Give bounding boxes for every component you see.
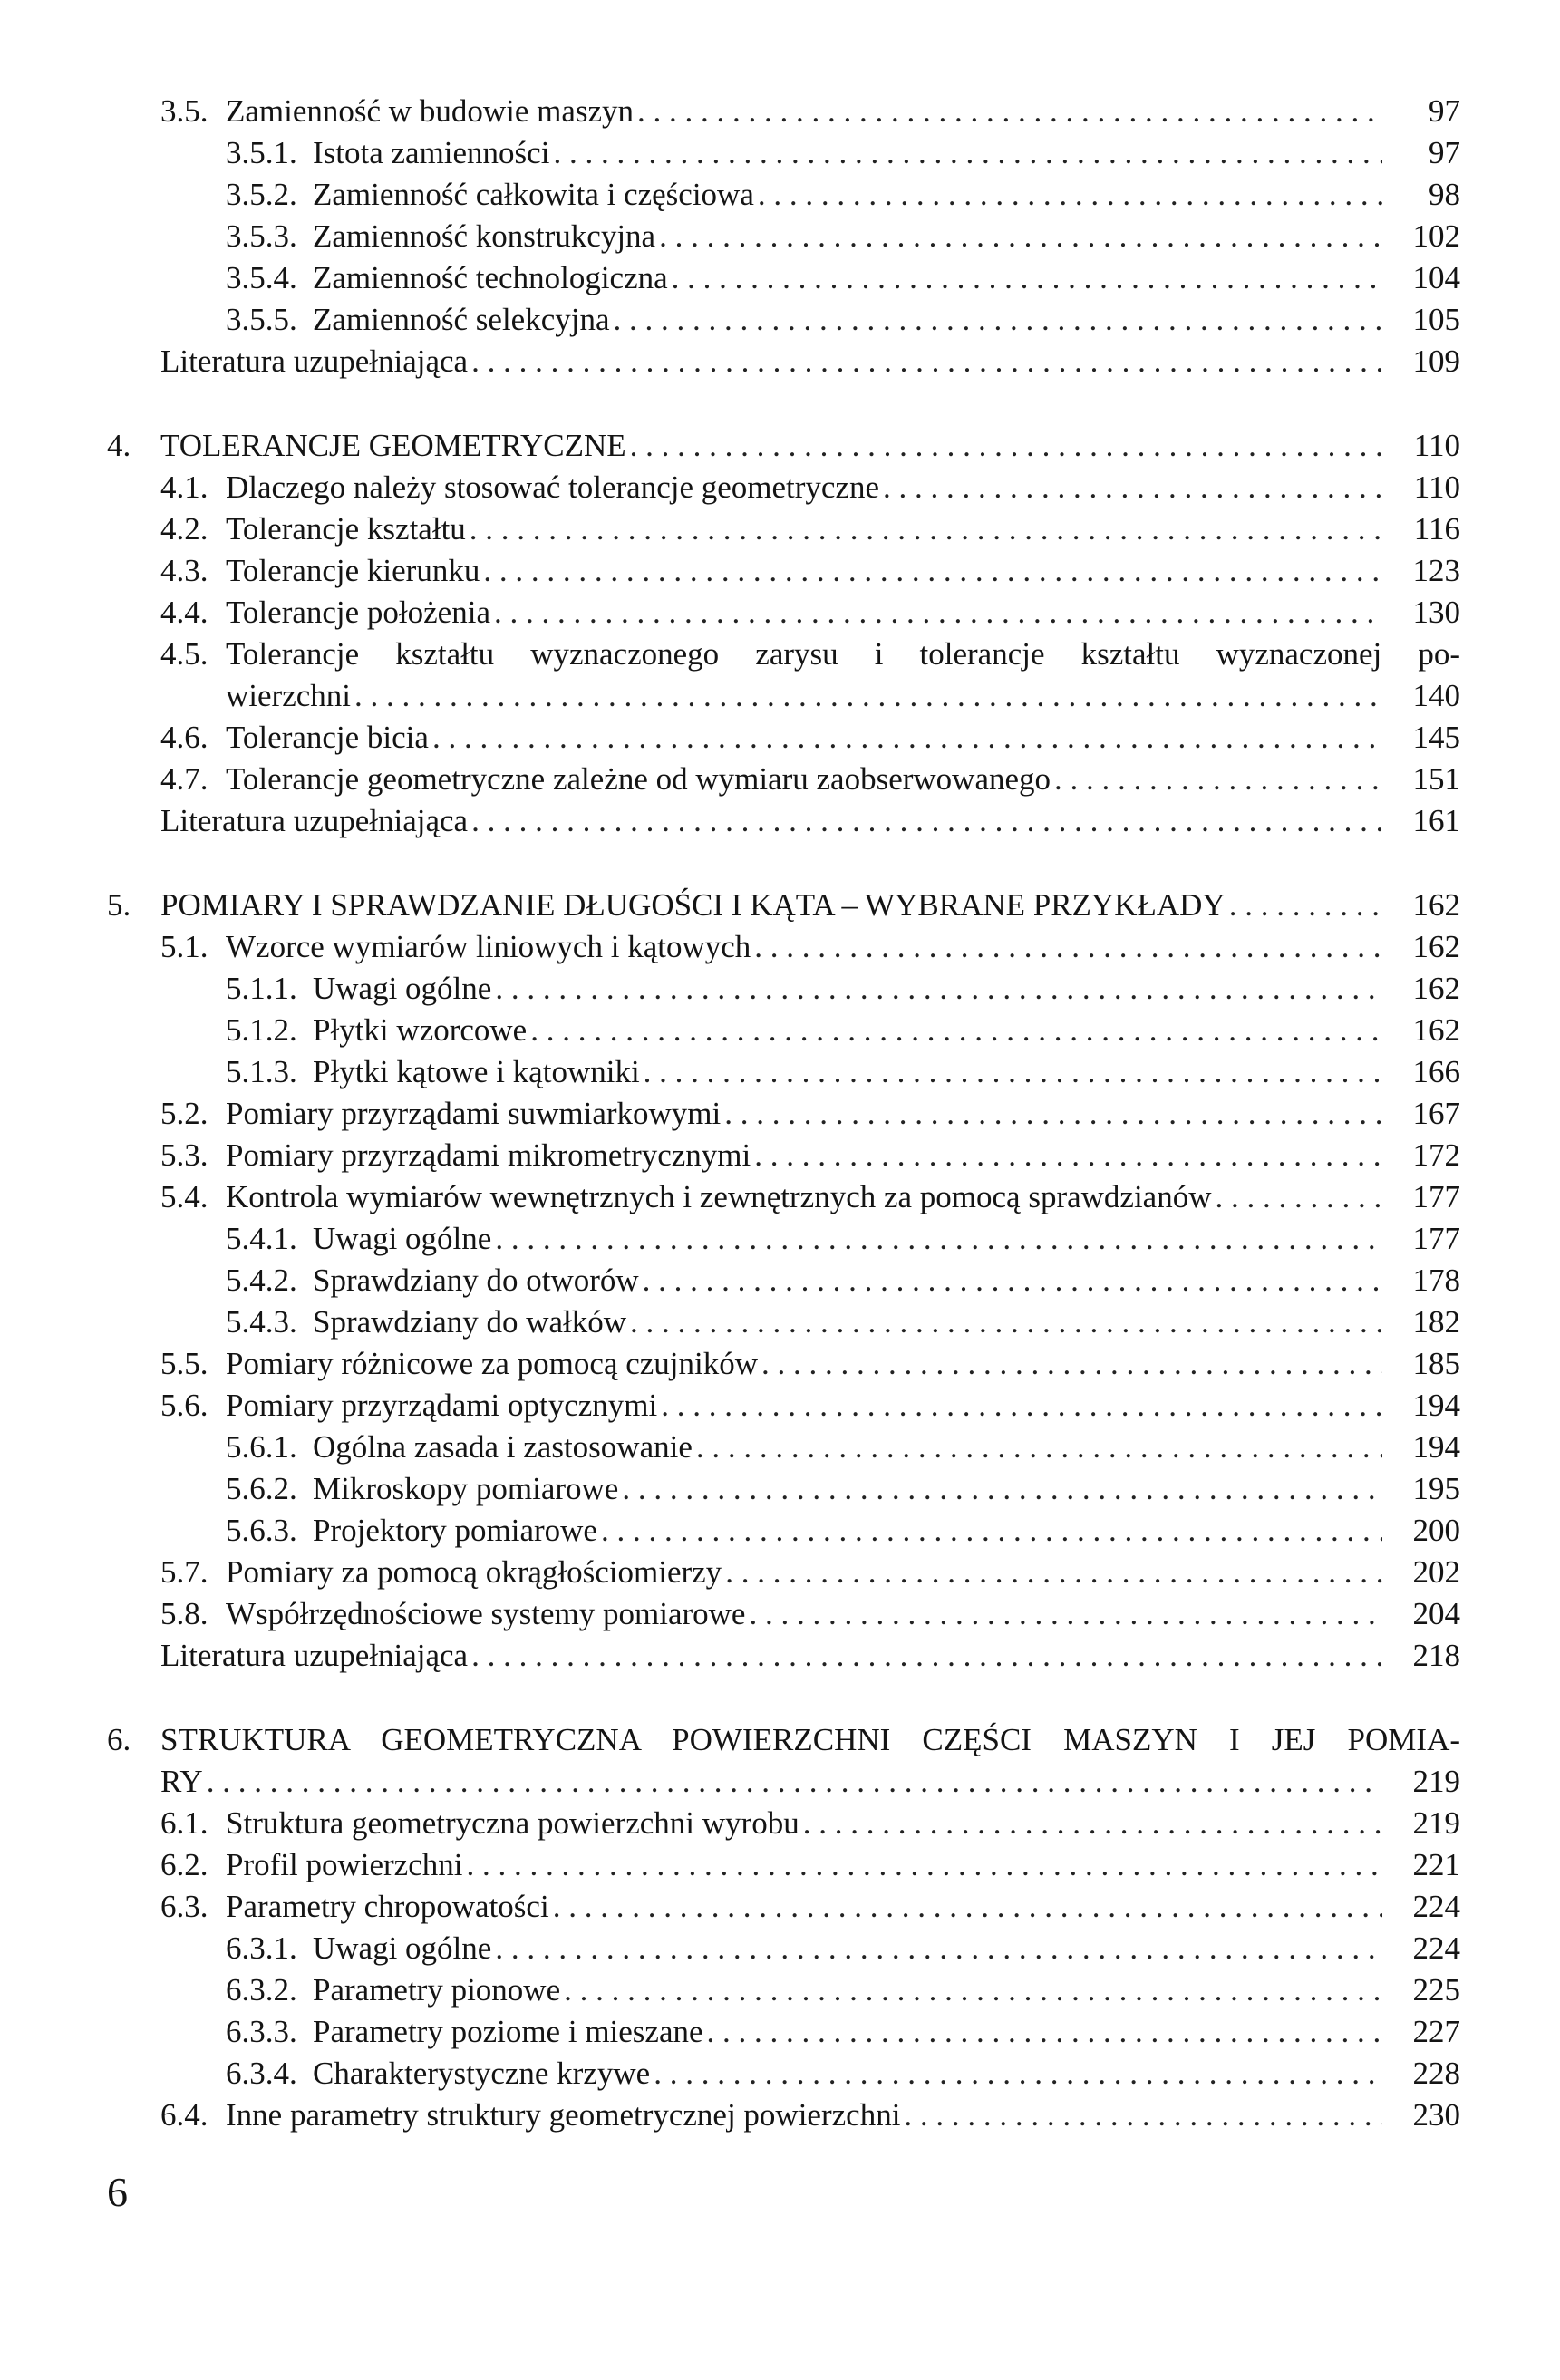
toc-entry-page: 182 bbox=[1412, 1304, 1460, 1340]
toc-entry-number: 5.6.2. bbox=[226, 1471, 297, 1506]
toc-entry-page: 228 bbox=[1412, 2056, 1460, 2091]
dot-leader bbox=[904, 2095, 1382, 2136]
toc-entry-title-wrap bbox=[313, 1510, 1386, 1552]
toc-entry-title: Współrzędnościowe systemy pomiarowe bbox=[226, 1596, 746, 1631]
dot-leader bbox=[659, 216, 1382, 257]
toc-entry-title-wrap bbox=[226, 1803, 1386, 1844]
toc-entry-title: Literatura uzupełniająca bbox=[160, 343, 469, 379]
toc-entry-page: 167 bbox=[1412, 1096, 1460, 1131]
toc-entry-title-wrap bbox=[226, 550, 1386, 592]
toc-entry[interactable] bbox=[0, 1844, 1560, 1886]
toc-entry[interactable] bbox=[0, 341, 1560, 382]
toc-entry[interactable] bbox=[0, 1260, 1560, 1301]
toc-entry[interactable] bbox=[0, 257, 1560, 299]
toc-entry-number: 6.3.3. bbox=[226, 2014, 297, 2049]
toc-entry-page: 98 bbox=[1429, 177, 1460, 212]
toc-entry-number: 5.4.2. bbox=[226, 1263, 297, 1298]
toc-entry-title: Zamienność technologiczna bbox=[313, 260, 668, 295]
toc-entry-title: Projektory pomiarowe bbox=[313, 1513, 597, 1548]
toc-entry-title: Charakterystyczne krzywe bbox=[313, 2056, 651, 2091]
toc-entry[interactable] bbox=[0, 1218, 1560, 1260]
dot-leader bbox=[471, 1635, 1382, 1677]
toc-entry-title-wrap bbox=[313, 1260, 1386, 1301]
toc-entry-title: Struktura geometryczna powierzchni wyrobu bbox=[226, 1805, 799, 1841]
dot-leader bbox=[495, 1928, 1382, 1969]
toc-entry-title: Tolerancje kierunku bbox=[226, 553, 480, 588]
toc-entry[interactable] bbox=[0, 1928, 1560, 1969]
toc-entry-title: Parametry pionowe bbox=[313, 1972, 561, 2008]
dot-leader bbox=[495, 968, 1382, 1010]
toc-entry-page: 97 bbox=[1429, 135, 1460, 170]
toc-entry-title-wrap bbox=[226, 1093, 1386, 1135]
toc-entry-number: 5.3. bbox=[160, 1137, 208, 1173]
toc-entry-number: 5.1.2. bbox=[226, 1012, 297, 1048]
toc-entry-number: 5.4.3. bbox=[226, 1304, 297, 1340]
toc-entry-number: 4.4. bbox=[160, 595, 208, 630]
toc-entry-title: Tolerancje bicia bbox=[226, 720, 429, 755]
toc-entry-number: 5.1.3. bbox=[226, 1054, 297, 1089]
toc-entry-title-wrap bbox=[160, 800, 1386, 842]
toc-entry-page: 227 bbox=[1412, 2014, 1460, 2049]
toc-entry-title: POMIARY I SPRAWDZANIE DŁUGOŚCI I KĄTA – WYBRANE PRZYKŁADY bbox=[160, 887, 1226, 923]
toc-entry-title: Tolerancje geometryczne zależne od wymiaru zaobserwowanego bbox=[226, 761, 1051, 797]
toc-entry-title: wierzchni bbox=[226, 678, 351, 713]
dot-leader bbox=[354, 675, 1382, 717]
toc-entry[interactable] bbox=[0, 299, 1560, 341]
dot-leader bbox=[564, 1969, 1382, 2011]
toc-entry-title: Zamienność w budowie maszyn bbox=[226, 93, 635, 129]
toc-entry-title-wrap bbox=[226, 634, 1460, 675]
toc-entry-title-wrap bbox=[313, 257, 1386, 299]
toc-entry-number: 5.1.1. bbox=[226, 971, 297, 1006]
toc-entry-page: 172 bbox=[1412, 1137, 1460, 1173]
dot-leader bbox=[754, 926, 1382, 968]
toc-entry-number: 3.5. bbox=[160, 93, 208, 129]
toc-entry-page: 102 bbox=[1412, 218, 1460, 254]
dot-leader bbox=[553, 132, 1382, 174]
toc-entry[interactable] bbox=[0, 634, 1560, 675]
toc-entry[interactable] bbox=[0, 885, 1560, 926]
toc-entry-number: 6. bbox=[107, 1722, 131, 1757]
toc-entry-number: 3.5.2. bbox=[226, 177, 297, 212]
toc-entry-title-wrap bbox=[160, 1761, 1386, 1803]
toc-entry-number: 3.5.5. bbox=[226, 302, 297, 337]
toc-entry[interactable] bbox=[0, 717, 1560, 759]
toc-entry-title-wrap bbox=[313, 174, 1386, 216]
dot-leader bbox=[724, 1093, 1382, 1135]
dot-leader bbox=[553, 1886, 1382, 1928]
toc-entry[interactable] bbox=[0, 425, 1560, 467]
dot-leader bbox=[530, 1010, 1382, 1051]
toc-entry-page: 110 bbox=[1413, 469, 1460, 505]
toc-entry-number: 4.6. bbox=[160, 720, 208, 755]
toc-entry-page: 195 bbox=[1412, 1471, 1460, 1506]
toc-entry-title-wrap bbox=[313, 1301, 1386, 1343]
toc-entry-title-wrap bbox=[226, 759, 1386, 800]
toc-entry[interactable] bbox=[0, 1886, 1560, 1928]
page-number: 6 bbox=[107, 2169, 128, 2215]
toc-entry-title-wrap bbox=[160, 1635, 1386, 1677]
toc-entry-page: 204 bbox=[1412, 1596, 1460, 1631]
dot-leader bbox=[466, 1844, 1382, 1886]
toc-entry-title: Zamienność całkowita i częściowa bbox=[313, 177, 754, 212]
toc-entry-number: 3.5.4. bbox=[226, 260, 297, 295]
toc-entry-title: Mikroskopy pomiarowe bbox=[313, 1471, 619, 1506]
toc-entry-title: Sprawdziany do otworów bbox=[313, 1263, 639, 1298]
toc-entry-title: Płytki kątowe i kątowniki bbox=[313, 1054, 640, 1089]
toc-entry-page: 140 bbox=[1412, 678, 1460, 713]
dot-leader bbox=[432, 717, 1382, 759]
section-gap bbox=[0, 1677, 1560, 1719]
dot-leader bbox=[643, 1260, 1382, 1301]
toc-entry-page: 166 bbox=[1412, 1054, 1460, 1089]
dot-leader bbox=[614, 299, 1382, 341]
toc-entry[interactable] bbox=[0, 1343, 1560, 1385]
toc-entry[interactable] bbox=[0, 1510, 1560, 1552]
toc-entry[interactable] bbox=[0, 1803, 1560, 1844]
dot-leader bbox=[883, 467, 1382, 508]
toc-entry-title-wrap bbox=[313, 2053, 1386, 2095]
toc-entry-title-wrap bbox=[313, 1928, 1386, 1969]
toc-entry-number: 5.6.1. bbox=[226, 1429, 297, 1465]
toc-entry-title-wrap bbox=[313, 299, 1386, 341]
toc-entry[interactable] bbox=[0, 1135, 1560, 1176]
toc-entry-number: 6.4. bbox=[160, 2097, 208, 2133]
toc-entry[interactable] bbox=[0, 675, 1560, 717]
toc-entry-title-wrap bbox=[226, 592, 1386, 634]
toc-entry-title-wrap bbox=[226, 1844, 1386, 1886]
toc-entry[interactable] bbox=[0, 926, 1560, 968]
toc-entry-title-wrap bbox=[226, 1552, 1386, 1593]
toc-entry-title-wrap bbox=[226, 467, 1386, 508]
toc-entry[interactable] bbox=[0, 1051, 1560, 1093]
toc-entry-page: 145 bbox=[1412, 720, 1460, 755]
toc-entry-title: Inne parametry struktury geometrycznej powierzchni bbox=[226, 2097, 901, 2133]
toc-entry-page: 151 bbox=[1412, 761, 1460, 797]
toc-entry-number: 6.3.2. bbox=[226, 1972, 297, 2008]
toc-entry-title-wrap bbox=[313, 2011, 1386, 2053]
toc-entry[interactable] bbox=[0, 968, 1560, 1010]
toc-entry-title-wrap bbox=[313, 1969, 1386, 2011]
toc-entry-page: 162 bbox=[1412, 887, 1460, 923]
toc-entry-title-wrap bbox=[313, 1010, 1386, 1051]
toc-entry-title: Ogólna zasada i zastosowanie bbox=[313, 1429, 693, 1465]
dot-leader bbox=[707, 2011, 1382, 2053]
toc-entry[interactable] bbox=[0, 174, 1560, 216]
toc-entry-page: 185 bbox=[1412, 1346, 1460, 1381]
dot-leader bbox=[654, 2053, 1382, 2095]
toc-entry-page: 219 bbox=[1412, 1805, 1460, 1841]
toc-entry-page: 123 bbox=[1412, 553, 1460, 588]
section-gap bbox=[0, 382, 1560, 425]
dot-leader bbox=[494, 592, 1382, 634]
toc-entry-title: Uwagi ogólne bbox=[313, 1221, 492, 1256]
toc-entry-title: Istota zamienności bbox=[313, 135, 550, 170]
toc-entry-title: Tolerancje kształtu bbox=[226, 511, 466, 547]
toc-entry-title: Kontrola wymiarów wewnętrznych i zewnętrznych za pomocą sprawdzianów bbox=[226, 1179, 1212, 1214]
toc-entry-page: 161 bbox=[1412, 803, 1460, 838]
dot-leader bbox=[758, 174, 1382, 216]
toc-entry[interactable] bbox=[0, 467, 1560, 508]
toc-entry-number: 6.3.1. bbox=[226, 1930, 297, 1966]
toc-entry-title: Dlaczego należy stosować tolerancje geometryczne bbox=[226, 469, 880, 505]
dot-leader bbox=[622, 1468, 1382, 1510]
dot-leader bbox=[483, 550, 1382, 592]
toc-entry-page: 224 bbox=[1412, 1889, 1460, 1924]
dot-leader bbox=[601, 1510, 1382, 1552]
toc-entry[interactable] bbox=[0, 1301, 1560, 1343]
toc-entry-number: 5.8. bbox=[160, 1596, 208, 1631]
dot-leader bbox=[630, 425, 1382, 467]
dot-leader bbox=[471, 341, 1382, 382]
toc-entry-title-wrap bbox=[313, 1427, 1386, 1468]
toc-entry[interactable] bbox=[0, 1719, 1560, 1761]
toc-entry-page: 224 bbox=[1412, 1930, 1460, 1966]
dot-leader bbox=[661, 1385, 1382, 1427]
dot-leader bbox=[1216, 1176, 1383, 1218]
toc-entry[interactable] bbox=[0, 132, 1560, 174]
toc-entry-title-wrap bbox=[313, 968, 1386, 1010]
toc-entry-page: 225 bbox=[1412, 1972, 1460, 2008]
section-gap bbox=[0, 842, 1560, 885]
dot-leader bbox=[725, 1552, 1382, 1593]
toc-entry-title: Profil powierzchni bbox=[226, 1847, 463, 1882]
toc-entry-title: Uwagi ogólne bbox=[313, 971, 492, 1006]
toc-entry-title: Tolerancje kształtu wyznaczonego zarysu i tolerancje kształtu wyznaczonej po- bbox=[226, 636, 1460, 672]
toc-entry-number: 4. bbox=[107, 428, 131, 463]
toc-entry-title: Zamienność konstrukcyjna bbox=[313, 218, 656, 254]
toc-entry-title: Pomiary przyrządami mikrometrycznymi bbox=[226, 1137, 751, 1173]
toc-entry-page: 105 bbox=[1412, 302, 1460, 337]
toc-entry-title-wrap bbox=[313, 1218, 1386, 1260]
toc-entry[interactable] bbox=[0, 1552, 1560, 1593]
toc-entry-title-wrap bbox=[313, 216, 1386, 257]
toc-entry[interactable] bbox=[0, 759, 1560, 800]
toc-entry-title: STRUKTURA GEOMETRYCZNA POWIERZCHNI CZĘŚCI MASZYN I JEJ POMIA- bbox=[160, 1722, 1460, 1757]
toc-entry[interactable] bbox=[0, 1385, 1560, 1427]
toc-entry[interactable] bbox=[0, 550, 1560, 592]
toc-entry[interactable] bbox=[0, 2053, 1560, 2095]
dot-leader bbox=[1229, 885, 1382, 926]
toc-entry-page: 177 bbox=[1412, 1221, 1460, 1256]
dot-leader bbox=[644, 1051, 1382, 1093]
toc-entry-title-wrap bbox=[226, 91, 1386, 132]
toc-entry-title: Parametry poziome i mieszane bbox=[313, 2014, 703, 2049]
toc-entry-title-wrap bbox=[226, 1176, 1386, 1218]
toc-entry[interactable] bbox=[0, 1761, 1560, 1803]
toc-entry-title: Pomiary za pomocą okrągłościomierzy bbox=[226, 1554, 722, 1590]
toc-entry-title-wrap bbox=[226, 1593, 1386, 1635]
toc-entry-number: 5.1. bbox=[160, 929, 208, 964]
dot-leader bbox=[637, 91, 1382, 132]
toc-entry-number: 5.4.1. bbox=[226, 1221, 297, 1256]
toc-entry-page: 194 bbox=[1412, 1429, 1460, 1465]
toc-entry-title-wrap bbox=[160, 425, 1386, 467]
toc-entry-page: 130 bbox=[1412, 595, 1460, 630]
toc-entry-title: Płytki wzorcowe bbox=[313, 1012, 528, 1048]
toc-entry[interactable] bbox=[0, 1427, 1560, 1468]
toc-entry-title: Wzorce wymiarów liniowych i kątowych bbox=[226, 929, 751, 964]
toc-entry-title: Tolerancje położenia bbox=[226, 595, 490, 630]
dot-leader bbox=[470, 508, 1382, 550]
toc-entry-page: 178 bbox=[1412, 1263, 1460, 1298]
toc-entry-page: 221 bbox=[1412, 1847, 1460, 1882]
toc-entry-title-wrap bbox=[226, 508, 1386, 550]
toc-entry[interactable] bbox=[0, 2095, 1560, 2136]
toc-entry[interactable] bbox=[0, 216, 1560, 257]
dot-leader bbox=[207, 1761, 1382, 1803]
toc-entry-page: 200 bbox=[1412, 1513, 1460, 1548]
toc-entry-title-wrap bbox=[313, 1468, 1386, 1510]
dot-leader bbox=[471, 800, 1382, 842]
toc-entry-number: 4.5. bbox=[160, 636, 208, 672]
toc-entry-number: 5.5. bbox=[160, 1346, 208, 1381]
toc-entry-number: 5.7. bbox=[160, 1554, 208, 1590]
toc-entry-page: 110 bbox=[1413, 428, 1460, 463]
dot-leader bbox=[495, 1218, 1382, 1260]
toc-entry[interactable] bbox=[0, 1468, 1560, 1510]
toc-entry[interactable] bbox=[0, 1593, 1560, 1635]
toc-entry-title: Zamienność selekcyjna bbox=[313, 302, 610, 337]
table-of-contents bbox=[0, 91, 1560, 2136]
toc-entry-page: 230 bbox=[1412, 2097, 1460, 2133]
toc-entry-number: 4.7. bbox=[160, 761, 208, 797]
toc-entry-number: 6.3. bbox=[160, 1889, 208, 1924]
toc-entry-number: 3.5.3. bbox=[226, 218, 297, 254]
toc-entry-number: 6.1. bbox=[160, 1805, 208, 1841]
toc-entry-title: RY bbox=[160, 1764, 203, 1799]
toc-entry-page: 104 bbox=[1412, 260, 1460, 295]
toc-entry-number: 5.2. bbox=[160, 1096, 208, 1131]
toc-entry[interactable] bbox=[0, 2011, 1560, 2053]
toc-entry-number: 4.3. bbox=[160, 553, 208, 588]
toc-entry-title: Uwagi ogólne bbox=[313, 1930, 492, 1966]
toc-entry-number: 4.1. bbox=[160, 469, 208, 505]
toc-entry-title-wrap bbox=[160, 1719, 1460, 1761]
toc-entry-page: 202 bbox=[1412, 1554, 1460, 1590]
toc-entry[interactable] bbox=[0, 508, 1560, 550]
toc-entry[interactable] bbox=[0, 91, 1560, 132]
toc-entry-title: Pomiary przyrządami optycznymi bbox=[226, 1388, 658, 1423]
toc-entry-title-wrap bbox=[226, 717, 1386, 759]
toc-entry-page: 194 bbox=[1412, 1388, 1460, 1423]
toc-entry-number: 5. bbox=[107, 887, 131, 923]
toc-entry-page: 219 bbox=[1412, 1764, 1460, 1799]
toc-entry-title-wrap bbox=[226, 1135, 1386, 1176]
toc-entry-title-wrap bbox=[226, 1343, 1386, 1385]
toc-entry[interactable] bbox=[0, 1176, 1560, 1218]
toc-entry-page: 162 bbox=[1412, 929, 1460, 964]
toc-entry-number: 6.3.4. bbox=[226, 2056, 297, 2091]
toc-entry-title-wrap bbox=[226, 675, 1386, 717]
toc-entry-title-wrap bbox=[313, 1051, 1386, 1093]
toc-entry-number: 5.6. bbox=[160, 1388, 208, 1423]
toc-entry-page: 97 bbox=[1429, 93, 1460, 129]
dot-leader bbox=[761, 1343, 1382, 1385]
toc-entry-title-wrap bbox=[226, 1385, 1386, 1427]
dot-leader bbox=[803, 1803, 1382, 1844]
dot-leader bbox=[672, 257, 1382, 299]
toc-entry-title: Pomiary różnicowe za pomocą czujników bbox=[226, 1346, 759, 1381]
dot-leader bbox=[754, 1135, 1382, 1176]
toc-entry[interactable] bbox=[0, 592, 1560, 634]
toc-entry-title-wrap bbox=[226, 1886, 1386, 1928]
dot-leader bbox=[749, 1593, 1382, 1635]
dot-leader bbox=[696, 1427, 1382, 1468]
toc-entry-title: Literatura uzupełniająca bbox=[160, 803, 469, 838]
toc-entry[interactable] bbox=[0, 1010, 1560, 1051]
toc-entry-page: 162 bbox=[1412, 971, 1460, 1006]
toc-entry[interactable] bbox=[0, 800, 1560, 842]
toc-entry-number: 3.5.1. bbox=[226, 135, 297, 170]
toc-entry-page: 162 bbox=[1412, 1012, 1460, 1048]
toc-entry-page: 218 bbox=[1412, 1638, 1460, 1673]
toc-entry-title: TOLERANCJE GEOMETRYCZNE bbox=[160, 428, 626, 463]
toc-entry-number: 5.4. bbox=[160, 1179, 208, 1214]
toc-entry-page: 109 bbox=[1412, 343, 1460, 379]
toc-entry[interactable] bbox=[0, 1969, 1560, 2011]
toc-entry-title: Pomiary przyrządami suwmiarkowymi bbox=[226, 1096, 722, 1131]
toc-entry-title-wrap bbox=[226, 2095, 1386, 2136]
toc-entry-page: 116 bbox=[1413, 511, 1460, 547]
toc-entry-number: 4.2. bbox=[160, 511, 208, 547]
toc-entry-title: Parametry chropowatości bbox=[226, 1889, 549, 1924]
toc-entry-title-wrap bbox=[313, 132, 1386, 174]
toc-entry-title-wrap bbox=[226, 926, 1386, 968]
dot-leader bbox=[1054, 759, 1382, 800]
toc-entry-number: 6.2. bbox=[160, 1847, 208, 1882]
toc-entry[interactable] bbox=[0, 1093, 1560, 1135]
toc-entry-title: Literatura uzupełniająca bbox=[160, 1638, 469, 1673]
toc-entry-title-wrap bbox=[160, 341, 1386, 382]
dot-leader bbox=[630, 1301, 1382, 1343]
toc-entry[interactable] bbox=[0, 1635, 1560, 1677]
toc-entry-title: Sprawdziany do wałków bbox=[313, 1304, 627, 1340]
toc-entry-title-wrap bbox=[160, 885, 1386, 926]
toc-entry-page: 177 bbox=[1412, 1179, 1460, 1214]
toc-entry-number: 5.6.3. bbox=[226, 1513, 297, 1548]
